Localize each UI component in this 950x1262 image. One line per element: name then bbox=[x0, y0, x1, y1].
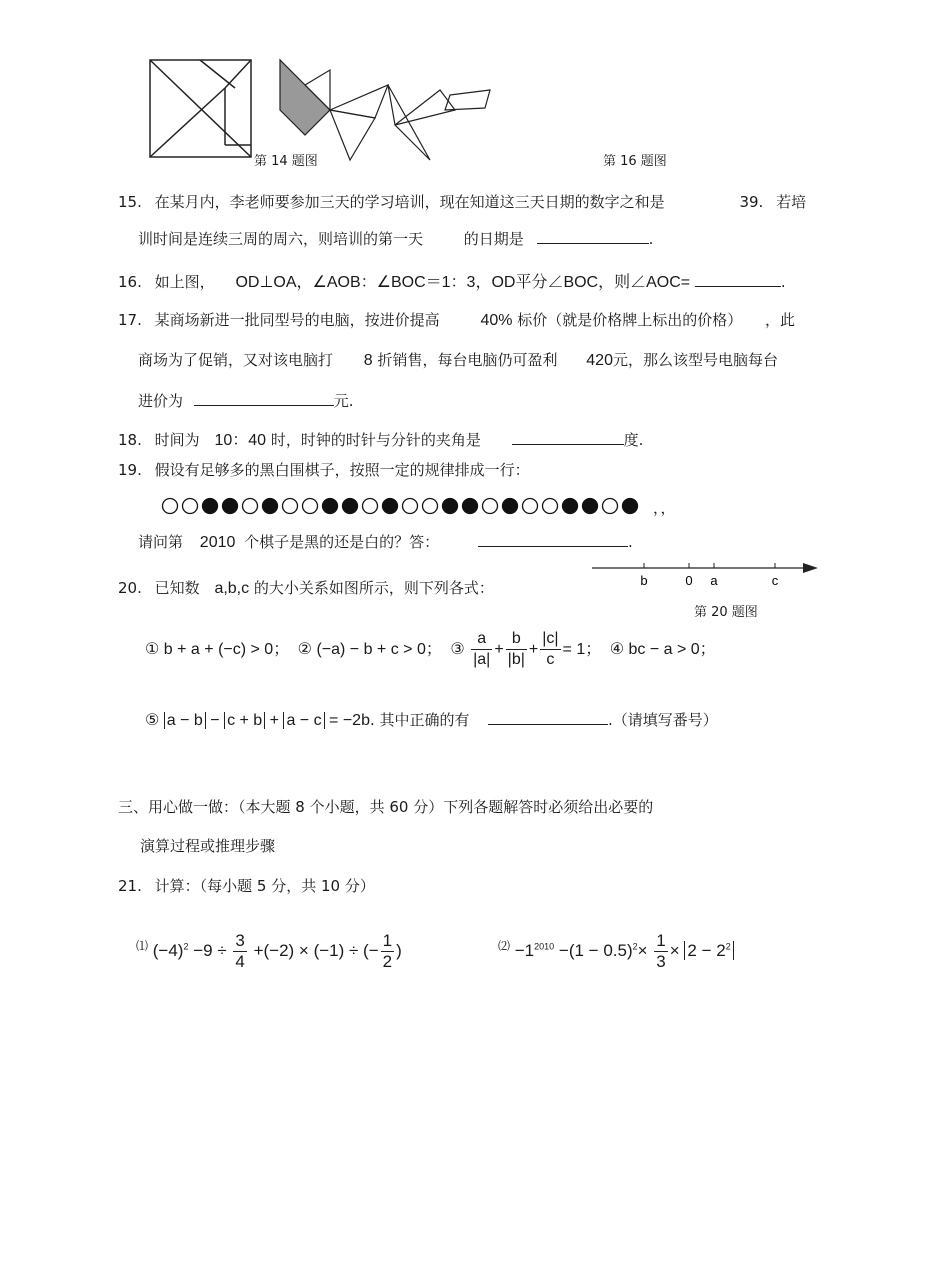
tangram-animal-figure bbox=[280, 60, 490, 160]
q17-percent: 40% bbox=[480, 312, 513, 329]
numberline-label-0: 0 bbox=[685, 573, 693, 588]
q21-line bbox=[118, 876, 375, 896]
item-marker-2: ② bbox=[297, 641, 312, 658]
q18-text: 时间为 bbox=[154, 431, 200, 449]
question-number: 15. bbox=[118, 193, 142, 211]
q15-text3: 的日期是 bbox=[463, 230, 524, 248]
q20-text3: . 其中正确的有 bbox=[369, 711, 470, 729]
black-stone bbox=[623, 499, 638, 514]
numberline-label-b: b bbox=[640, 573, 648, 588]
q20-abs-2: c + b bbox=[224, 712, 265, 729]
q17-text6: 元，那么该型号电脑每台 bbox=[612, 351, 778, 369]
q19-line1 bbox=[118, 460, 530, 480]
q17-text: 某商场新进一批同型号的电脑，按进价提高 bbox=[154, 311, 440, 329]
q21-part2-label: ⑵ bbox=[498, 939, 511, 953]
number-line bbox=[588, 556, 823, 596]
numberline-label-c: c bbox=[771, 573, 779, 588]
item-marker-4: ④ bbox=[609, 641, 625, 658]
white-stone bbox=[303, 499, 318, 514]
question-number: 18. bbox=[118, 431, 142, 449]
q19-text3: 个棋子是黑的还是白的？答： bbox=[244, 533, 440, 551]
question-number: 16. bbox=[118, 273, 142, 291]
q20-expr-4: bc − a > 0； bbox=[628, 641, 716, 658]
q18-time: 10：40 bbox=[214, 432, 267, 449]
white-stone bbox=[483, 499, 498, 514]
black-stone bbox=[443, 499, 458, 514]
white-stone bbox=[163, 499, 178, 514]
q17-line2 bbox=[138, 350, 778, 371]
q15-text2: 训时间是连续三周的周六，则培训的第一天 bbox=[138, 230, 424, 248]
section3-heading: 三、用心做一做：（本大题 8 个小题，共 60 分）下列各题解答时必须给出必要的 bbox=[118, 798, 654, 816]
question-number: 19. bbox=[118, 461, 142, 479]
question-number: 21. bbox=[118, 877, 142, 895]
q20-frac-2: $\frac{b}{|b|}$ bbox=[507, 630, 525, 669]
figure-16-caption: 第 16 题图 bbox=[603, 154, 667, 169]
q17-text7: 进价为 bbox=[138, 392, 184, 410]
q17-text3: ，此 bbox=[765, 311, 796, 329]
q17-discount: 8 bbox=[363, 352, 373, 369]
white-stone bbox=[523, 499, 538, 514]
q21-part1-label: ⑴ bbox=[136, 939, 149, 953]
tangram-square-figure bbox=[150, 60, 251, 157]
q20-text: 已知数 bbox=[154, 579, 200, 597]
q20-answer-blank[interactable] bbox=[488, 708, 608, 725]
q20-abs-3: a − c bbox=[283, 712, 324, 729]
q20-expr-2: (−a) − b + c > 0； bbox=[316, 641, 442, 658]
q20-vars: a,b,c bbox=[214, 580, 250, 597]
question-number: 20. bbox=[118, 579, 142, 597]
q16-math: OD⊥OA，∠AOB：∠BOC＝1：3，OD平分∠BOC，则∠AOC= bbox=[235, 274, 691, 291]
q21-part2-expr: $-1^{2010} -(1 - 0.5)^2\times$ $\frac{1}{3}$ × $2 - 2^2$ bbox=[515, 941, 734, 960]
item-marker-5: ⑤ bbox=[145, 712, 160, 729]
q15-end: . bbox=[648, 230, 654, 248]
q20-abs-1: a − b bbox=[164, 712, 206, 729]
black-stone bbox=[343, 499, 358, 514]
q16-line bbox=[118, 270, 786, 293]
section3-subheading: 演算过程或推理步骤 bbox=[140, 837, 276, 855]
black-stone bbox=[463, 499, 478, 514]
numberline-label-a: a bbox=[710, 573, 718, 588]
black-stone bbox=[223, 499, 238, 514]
q18-answer-blank[interactable] bbox=[512, 428, 624, 445]
white-stone bbox=[403, 499, 418, 514]
q20-expr-3-end: = 1； bbox=[562, 641, 602, 658]
q17-line3 bbox=[138, 389, 354, 411]
figure-14-16 bbox=[140, 50, 510, 170]
q15-text: 在某月内，李老师要参加三天的学习培训，现在知道这三天日期的数字之和是 bbox=[154, 193, 665, 211]
q18-text2: 时，时钟的时针与分针的夹角是 bbox=[270, 431, 481, 449]
item-marker-3: ③ bbox=[450, 641, 465, 658]
q17-text8: 元. bbox=[333, 392, 354, 410]
q19-trail: ，， bbox=[653, 499, 676, 517]
q21-text: 计算：（每小题 5 分，共 10 分） bbox=[154, 877, 375, 895]
q19-end: . bbox=[627, 533, 633, 551]
black-stone bbox=[563, 499, 578, 514]
q18-line bbox=[118, 428, 643, 451]
white-stone bbox=[243, 499, 258, 514]
white-stone bbox=[423, 499, 438, 514]
q17-text2: 标价（就是价格牌上标出的价格） bbox=[517, 311, 743, 329]
q19-number: 2010 bbox=[199, 534, 236, 551]
black-stone bbox=[263, 499, 278, 514]
q16-end: . bbox=[780, 273, 786, 291]
q15-line2 bbox=[138, 227, 653, 249]
figure-20-caption: 第 20 题图 bbox=[694, 605, 758, 620]
q18-text3: 度. bbox=[623, 431, 644, 449]
q17-profit: 420 bbox=[586, 352, 613, 369]
q17-text4: 商场为了促销，又对该电脑打 bbox=[138, 351, 334, 369]
q20-line1 bbox=[118, 578, 494, 599]
black-stone bbox=[383, 499, 398, 514]
white-stone bbox=[283, 499, 298, 514]
white-stone bbox=[183, 499, 198, 514]
q21-part1-expr: $(-4)^2 -9$ ÷ $\frac{3}{4}$ +(−2) × (−1) ÷ (− $\frac{1}{2}$ ) bbox=[152, 930, 402, 971]
q17-text5: 折销售，每台电脑仍可盈利 bbox=[377, 351, 558, 369]
q17-line1 bbox=[118, 310, 795, 331]
black-stone bbox=[583, 499, 598, 514]
q21-part2 bbox=[498, 922, 734, 975]
white-stone bbox=[603, 499, 618, 514]
q17-answer-blank[interactable] bbox=[194, 389, 334, 406]
white-stone bbox=[363, 499, 378, 514]
q15-text-end: 若培 bbox=[776, 193, 807, 211]
q16-text: 如上图， bbox=[154, 273, 215, 291]
q20-expr-5-end: = −2b bbox=[329, 712, 370, 729]
q15-answer-blank[interactable] bbox=[537, 227, 649, 244]
item-marker-1: ① bbox=[145, 641, 160, 658]
go-stones-row bbox=[160, 495, 660, 517]
black-stone bbox=[503, 499, 518, 514]
q19-text: 假设有足够多的黑白围棋子，按照一定的规律排成一行： bbox=[154, 461, 530, 479]
q20-items-row1: ① b + a + (−c) > 0； ② (−a) − b + c > 0； ③ $\frac{a}{|a|}$ + $\frac{b}{|b|}$ + $\frac{|c|}{c}$ = 1； ④ bc − a > 0； bbox=[145, 630, 716, 669]
q19-line3 bbox=[138, 530, 633, 553]
q20-text2: 的大小关系如图所示，则下列各式： bbox=[253, 579, 494, 597]
q19-answer-blank[interactable] bbox=[478, 530, 628, 547]
q20-frac-3: $\frac{|c|}{c}$ bbox=[542, 630, 559, 669]
q20-items-row2: ⑤ a − b − c + b + a − c = −2b. 其中正确的有 .（请填写番号） bbox=[145, 708, 718, 731]
white-stone bbox=[543, 499, 558, 514]
question-number: 17. bbox=[118, 311, 142, 329]
figure-14-caption: 第 14 题图 bbox=[254, 154, 318, 169]
q20-expr-1: b + a + (−c) > 0； bbox=[163, 641, 290, 658]
q20-text4: .（请填写番号） bbox=[607, 711, 718, 729]
q20-frac-1: $\frac{a}{|a|}$ bbox=[473, 630, 491, 669]
q16-answer-blank[interactable] bbox=[695, 270, 781, 287]
black-stone bbox=[323, 499, 338, 514]
black-stone bbox=[203, 499, 218, 514]
q15-sum: 39. bbox=[739, 193, 764, 211]
q15-line1 bbox=[118, 192, 806, 212]
q19-text2: 请问第 bbox=[138, 533, 184, 551]
q21-part1 bbox=[136, 922, 402, 975]
